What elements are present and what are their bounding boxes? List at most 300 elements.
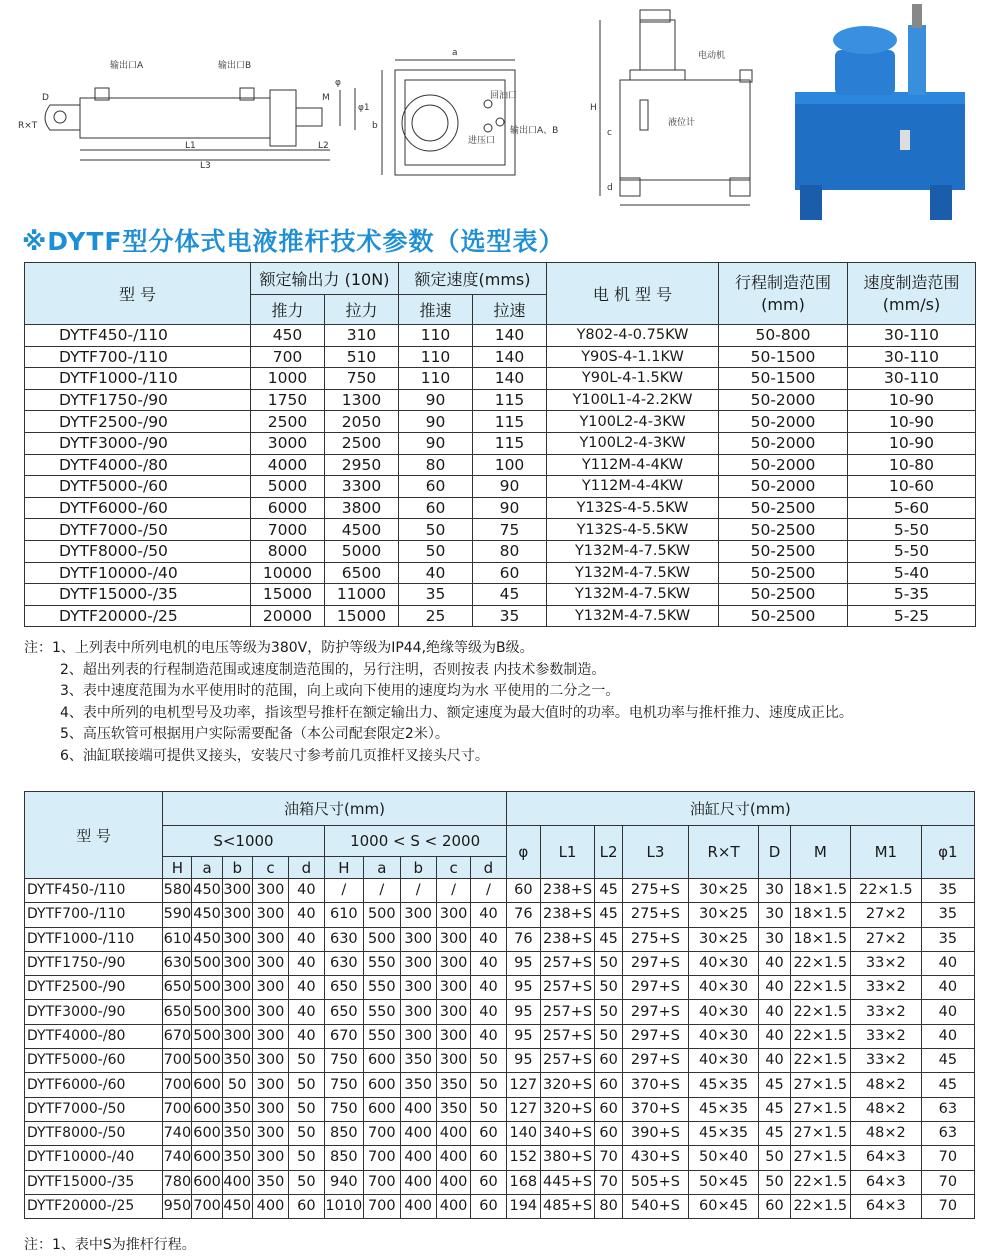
spec-cell: 60 xyxy=(399,497,473,519)
dims-cell: 257+S xyxy=(540,1000,594,1024)
dims-cell: 33×2 xyxy=(850,1024,921,1048)
drawing-label-b: b xyxy=(372,121,378,131)
spec-table-body xyxy=(25,325,976,627)
dims-cell: 95 xyxy=(506,976,540,1000)
spec-cell: 3000 xyxy=(251,432,325,454)
spec-cell: Y132S-4-5.5KW xyxy=(547,519,719,541)
dims-cell: 50 xyxy=(222,1073,252,1097)
spec-cell: 35 xyxy=(473,605,547,627)
spec-cell: 15000 xyxy=(325,605,399,627)
dims-cell: 70 xyxy=(921,1170,974,1194)
dims-cell: 450 xyxy=(192,879,222,903)
dims-cell: 780 xyxy=(163,1170,192,1194)
dims-cell: 45 xyxy=(759,1097,790,1121)
spec-cell: 6000 xyxy=(251,497,325,519)
drawing-label-phi1: φ1 xyxy=(358,103,370,113)
dims-cell: 610 xyxy=(163,927,192,951)
spec-header-pull-speed: 拉速 xyxy=(473,295,547,325)
spec-row xyxy=(25,346,976,368)
product-photo xyxy=(795,4,965,220)
dims-cell: 380+S xyxy=(540,1146,594,1170)
dims-cell: 275+S xyxy=(623,879,689,903)
dims-cell: 40×30 xyxy=(688,1000,759,1024)
dims-cell: 350 xyxy=(222,1049,252,1073)
spec-cell: 11000 xyxy=(325,584,399,606)
dims-row xyxy=(25,976,975,1000)
dims-cell: 60 xyxy=(595,1049,623,1073)
dims-cell: 850 xyxy=(324,1146,364,1170)
dims-cell: 300 xyxy=(222,879,252,903)
spec-cell: 50-2500 xyxy=(719,540,848,562)
spec-cell: Y132S-4-5.5KW xyxy=(547,497,719,519)
dims-cell: 95 xyxy=(506,951,540,975)
dims-cell: 50 xyxy=(289,1097,324,1121)
spec-cell: 50-2000 xyxy=(719,432,848,454)
spec-cell: 750 xyxy=(325,368,399,390)
spec-cell: 5000 xyxy=(325,540,399,562)
dims-cell: 300 xyxy=(400,927,436,951)
spec-cell: 50 xyxy=(399,540,473,562)
dims-cell: 400 xyxy=(222,1170,252,1194)
dims-cell: 45 xyxy=(595,927,623,951)
dims-cell: 350 xyxy=(252,1170,288,1194)
spec-cell: 80 xyxy=(399,454,473,476)
spec-header-speed-range: 速度制造范围(mm/s) xyxy=(848,263,976,325)
dims-cell: 300 xyxy=(400,1000,436,1024)
dims-cell: 400 xyxy=(400,1097,436,1121)
dims-cell: 297+S xyxy=(623,976,689,1000)
dims-row xyxy=(25,1146,975,1170)
dims-row xyxy=(25,1097,975,1121)
spec-row xyxy=(25,584,976,606)
dims-row xyxy=(25,1170,975,1194)
spec-cell: Y100L2-4-3KW xyxy=(547,432,719,454)
dims-cell: 45 xyxy=(595,903,623,927)
dims-cell: 22×1.5 xyxy=(790,976,850,1000)
dims-cell: 40×30 xyxy=(688,1049,759,1073)
dims-cell: 550 xyxy=(364,1000,400,1024)
dims-sub-header: a xyxy=(192,857,222,879)
dims-cell: 27×1.5 xyxy=(790,1097,850,1121)
dims-cell: 300 xyxy=(436,1000,470,1024)
dims-cell: 40 xyxy=(921,951,974,975)
spec-cell: 510 xyxy=(325,346,399,368)
dims-header-col: D xyxy=(759,826,790,879)
dims-cell: 600 xyxy=(192,1170,222,1194)
dims-cell: 35 xyxy=(921,879,974,903)
cylinder-drawing xyxy=(45,88,355,160)
dims-cell: 300 xyxy=(436,951,470,975)
spec-cell: 2950 xyxy=(325,454,399,476)
dims-cell: 700 xyxy=(163,1049,192,1073)
dimension-table-body xyxy=(25,879,975,1219)
dims-cell: 45×35 xyxy=(688,1073,759,1097)
dims-cell: 35 xyxy=(921,903,974,927)
dims-header-col: M1 xyxy=(850,826,921,879)
model-cell: DYTF2500-/90 xyxy=(25,976,163,1000)
spec-cell: 75 xyxy=(473,519,547,541)
spec-cell: 90 xyxy=(473,476,547,498)
dims-cell: 540+S xyxy=(623,1194,689,1218)
model-cell: DYTF10000-/40 xyxy=(25,562,251,584)
dims-cell: 700 xyxy=(364,1170,400,1194)
spec-cell: 5-35 xyxy=(848,584,976,606)
dims-cell: 70 xyxy=(595,1146,623,1170)
dims-header-col: L2 xyxy=(595,826,623,879)
pump-unit-drawing xyxy=(600,10,752,205)
dims-cell: 300 xyxy=(252,1000,288,1024)
model-cell: DYTF6000-/60 xyxy=(25,1073,163,1097)
drawing-label-d: d xyxy=(607,183,613,193)
dims-cell: 27×1.5 xyxy=(790,1146,850,1170)
model-cell: DYTF1750-/90 xyxy=(25,389,251,411)
drawing-label-pressure-port: 进压口 xyxy=(468,136,496,146)
dims-cell: 450 xyxy=(192,927,222,951)
dims-cell: 40 xyxy=(289,879,324,903)
dims-cell: 500 xyxy=(192,951,222,975)
dims-cell: 60 xyxy=(471,1121,506,1145)
spec-cell: 2500 xyxy=(251,411,325,433)
dims-cell: 300 xyxy=(436,903,470,927)
spec-cell: 5-50 xyxy=(848,519,976,541)
dims-sub-header: H xyxy=(163,857,192,879)
dims-cell: 50 xyxy=(595,976,623,1000)
model-cell: DYTF450-/110 xyxy=(25,879,163,903)
spec-cell: 50-1500 xyxy=(719,368,848,390)
spec-header-speed: 额定速度(mms) xyxy=(399,263,547,295)
dims-cell: 750 xyxy=(324,1073,364,1097)
dims-cell: 550 xyxy=(364,976,400,1000)
dims-cell: 257+S xyxy=(540,951,594,975)
dims-header-col: M xyxy=(790,826,850,879)
dims-cell: 63 xyxy=(921,1097,974,1121)
dims-cell: 40×30 xyxy=(688,951,759,975)
dims-cell: 500 xyxy=(192,976,222,1000)
dims-cell: 320+S xyxy=(540,1097,594,1121)
spec-cell: Y112M-4-4KW xyxy=(547,476,719,498)
model-cell: DYTF1000-/110 xyxy=(25,927,163,951)
dims-cell: 700 xyxy=(192,1194,222,1218)
drawing-label-RxT: R×T xyxy=(18,121,38,131)
dims-cell: 340+S xyxy=(540,1121,594,1145)
dims-cell: 370+S xyxy=(623,1073,689,1097)
dims-cell: 22×1.5 xyxy=(790,1170,850,1194)
dims-cell: 400 xyxy=(436,1170,470,1194)
dims-cell: 40 xyxy=(471,951,506,975)
model-cell: DYTF3000-/90 xyxy=(25,432,251,454)
dims-cell: 950 xyxy=(163,1194,192,1218)
drawing-label-L1: L1 xyxy=(185,141,196,151)
dims-cell: 194 xyxy=(506,1194,540,1218)
dims-cell: 22×1.5 xyxy=(790,951,850,975)
dims-cell: 22×1.5 xyxy=(790,1024,850,1048)
dims-row xyxy=(25,1121,975,1145)
spec-cell: 700 xyxy=(251,346,325,368)
dims-cell: 70 xyxy=(595,1170,623,1194)
dims-cell: 60 xyxy=(595,1073,623,1097)
dims-cell: 750 xyxy=(324,1097,364,1121)
spec-cell: 2050 xyxy=(325,411,399,433)
dims-header-col: φ1 xyxy=(921,826,974,879)
dims-cell: 750 xyxy=(324,1049,364,1073)
dims-header-col: L3 xyxy=(623,826,689,879)
dims-cell: 450 xyxy=(222,1194,252,1218)
dims-cell: 18×1.5 xyxy=(790,879,850,903)
dims-cell: 60 xyxy=(289,1194,324,1218)
dims-cell: 257+S xyxy=(540,1024,594,1048)
dims-cell: 33×2 xyxy=(850,1000,921,1024)
dims-sub-header: c xyxy=(252,857,288,879)
dims-cell: 140 xyxy=(506,1121,540,1145)
spec-cell: 140 xyxy=(473,346,547,368)
dims-cell: 300 xyxy=(252,927,288,951)
dims-cell: 40×30 xyxy=(688,976,759,1000)
dims-cell: 350 xyxy=(436,1097,470,1121)
dims-cell: / xyxy=(471,879,506,903)
dims-cell: 300 xyxy=(252,1049,288,1073)
spec-cell: Y132M-4-7.5KW xyxy=(547,584,719,606)
drawing-label-a: a xyxy=(452,48,458,58)
dims-cell: 670 xyxy=(324,1024,364,1048)
dims-cell: 297+S xyxy=(623,951,689,975)
drawing-label-ports-ab: 输出口A、B xyxy=(510,126,559,136)
dims-row xyxy=(25,951,975,975)
dims-cell: 95 xyxy=(506,1000,540,1024)
dims-cell: 550 xyxy=(364,951,400,975)
dims-sub-header: d xyxy=(289,857,324,879)
note-line: 2、超出列表的行程制造范围或速度制造范围的，另行注明，否则按表 内技术参数制造。 xyxy=(60,661,606,678)
dims-cell: 300 xyxy=(252,879,288,903)
dims-cell: 50 xyxy=(759,1170,790,1194)
spec-cell: 140 xyxy=(473,325,547,347)
drawing-label-level-gauge: 液位计 xyxy=(668,118,696,128)
dims-cell: 40 xyxy=(471,1024,506,1048)
spec-cell: 1300 xyxy=(325,389,399,411)
spec-cell: 5-40 xyxy=(848,562,976,584)
spec-cell: 50-2500 xyxy=(719,584,848,606)
dims-cell: 60 xyxy=(471,1194,506,1218)
spec-row xyxy=(25,562,976,584)
drawing-label-L2: L2 xyxy=(318,141,329,151)
dims-cell: 50×40 xyxy=(688,1146,759,1170)
dims-cell: 80 xyxy=(595,1194,623,1218)
dims-cell: 40 xyxy=(289,927,324,951)
dims-cell: 630 xyxy=(324,927,364,951)
spec-cell: 450 xyxy=(251,325,325,347)
model-cell: DYTF450-/110 xyxy=(25,325,251,347)
dims-cell: 390+S xyxy=(623,1121,689,1145)
dims-cell: 670 xyxy=(163,1024,192,1048)
spec-cell: 50-2000 xyxy=(719,454,848,476)
dims-cell: 45×35 xyxy=(688,1097,759,1121)
spec-cell: 40 xyxy=(399,562,473,584)
spec-cell: 90 xyxy=(399,411,473,433)
spec-row xyxy=(25,411,976,433)
dims-cell: / xyxy=(436,879,470,903)
dims-cell: 40 xyxy=(759,976,790,1000)
model-cell: DYTF7000-/50 xyxy=(25,519,251,541)
dims-cell: 40 xyxy=(921,1000,974,1024)
dims-cell: 45 xyxy=(595,879,623,903)
dims-cell: 40 xyxy=(471,976,506,1000)
dims-cell: 27×1.5 xyxy=(790,1121,850,1145)
spec-row xyxy=(25,368,976,390)
dims-cell: 257+S xyxy=(540,976,594,1000)
dims-sub-header: d xyxy=(471,857,506,879)
spec-cell: 3800 xyxy=(325,497,399,519)
dims-cell: 45 xyxy=(921,1049,974,1073)
spec-row xyxy=(25,605,976,627)
dims-cell: 64×3 xyxy=(850,1194,921,1218)
spec-cell: 60 xyxy=(473,562,547,584)
dims-cell: 450 xyxy=(192,903,222,927)
dims-cell: 238+S xyxy=(540,927,594,951)
spec-cell: 30-110 xyxy=(848,346,976,368)
dims-sub-header: b xyxy=(400,857,436,879)
dims-cell: 650 xyxy=(163,976,192,1000)
spec-cell: 15000 xyxy=(251,584,325,606)
dims-cell: 64×3 xyxy=(850,1170,921,1194)
model-cell: DYTF8000-/50 xyxy=(25,540,251,562)
model-cell: DYTF4000-/80 xyxy=(25,1024,163,1048)
dims-cell: 27×1.5 xyxy=(790,1073,850,1097)
dims-cell: 650 xyxy=(324,976,364,1000)
spec-cell: 110 xyxy=(399,346,473,368)
dims-cell: 70 xyxy=(921,1194,974,1218)
spec-cell: 10000 xyxy=(251,562,325,584)
dims-cell: 1010 xyxy=(324,1194,364,1218)
drawing-label-L3: L3 xyxy=(200,161,211,171)
dims-cell: 50 xyxy=(289,1170,324,1194)
dims-cell: 400 xyxy=(436,1194,470,1218)
spec-cell: 10-60 xyxy=(848,476,976,498)
spec-cell: 25 xyxy=(399,605,473,627)
spec-cell: 50-2500 xyxy=(719,562,848,584)
spec-cell: 50-2500 xyxy=(719,519,848,541)
dims-cell: 300 xyxy=(436,976,470,1000)
spec-cell: 90 xyxy=(399,432,473,454)
note-line: 5、高压软管可根据用户实际需要配备（本公司配套限定2米）。 xyxy=(60,726,449,743)
dims-cell: 40×30 xyxy=(688,1024,759,1048)
notes xyxy=(24,638,984,768)
spec-cell: 30-110 xyxy=(848,368,976,390)
dims-cell: 30×25 xyxy=(688,927,759,951)
dims-cell: 500 xyxy=(192,1024,222,1048)
spec-header-push-speed: 推速 xyxy=(399,295,473,325)
dims-cell: 35 xyxy=(921,927,974,951)
dims-cell: 40 xyxy=(921,1024,974,1048)
dims-header-col: φ xyxy=(506,826,540,879)
dims-cell: 300 xyxy=(222,951,252,975)
technical-drawings xyxy=(0,0,1000,222)
model-cell: DYTF3000-/90 xyxy=(25,1000,163,1024)
dims-cell: 40 xyxy=(921,976,974,1000)
spec-header-model: 型 号 xyxy=(25,263,251,325)
dims-cell: 400 xyxy=(436,1121,470,1145)
spec-cell: 4000 xyxy=(251,454,325,476)
dims-cell: 60 xyxy=(471,1146,506,1170)
model-cell: DYTF7000-/50 xyxy=(25,1097,163,1121)
dims-cell: 350 xyxy=(222,1146,252,1170)
dims-cell: 30 xyxy=(759,927,790,951)
dims-cell: 40 xyxy=(759,1024,790,1048)
spec-cell: 10-80 xyxy=(848,454,976,476)
dims-row xyxy=(25,927,975,951)
spec-header-motor: 电 机 型 号 xyxy=(547,263,719,325)
dims-cell: 50 xyxy=(595,951,623,975)
spec-cell: 5-60 xyxy=(848,497,976,519)
note-line: 6、油缸联接端可提供叉接头，安装尺寸参考前几页推杆叉接头尺寸。 xyxy=(60,747,489,764)
spec-cell: 2500 xyxy=(325,432,399,454)
spec-cell: Y100L2-4-3KW xyxy=(547,411,719,433)
spec-cell: 4500 xyxy=(325,519,399,541)
dims-cell: 50 xyxy=(471,1097,506,1121)
dims-cell: 64×3 xyxy=(850,1146,921,1170)
dims-cell: 30×25 xyxy=(688,879,759,903)
dims-cell: 45×35 xyxy=(688,1121,759,1145)
dims-cell: 60 xyxy=(471,1170,506,1194)
dims-cell: 505+S xyxy=(623,1170,689,1194)
dims-cell: 300 xyxy=(252,1097,288,1121)
spec-row xyxy=(25,432,976,454)
dims-row xyxy=(25,1073,975,1097)
dims-cell: 40 xyxy=(471,903,506,927)
dims-cell: 152 xyxy=(506,1146,540,1170)
spec-cell: 5-25 xyxy=(848,605,976,627)
dims-cell: 238+S xyxy=(540,903,594,927)
dims-cell: 238+S xyxy=(540,879,594,903)
dims-cell: 30 xyxy=(759,879,790,903)
dims-cell: 370+S xyxy=(623,1097,689,1121)
dims-header-s-small: S<1000 xyxy=(163,826,324,857)
spec-cell: 50-800 xyxy=(719,325,848,347)
model-cell: DYTF2500-/90 xyxy=(25,411,251,433)
dims-cell: 300 xyxy=(400,1024,436,1048)
spec-cell: 5000 xyxy=(251,476,325,498)
dims-row xyxy=(25,1049,975,1073)
dims-cell: 40 xyxy=(759,1049,790,1073)
dims-cell: 22×1.5 xyxy=(790,1049,850,1073)
spec-cell: 10-90 xyxy=(848,432,976,454)
spec-cell: 140 xyxy=(473,368,547,390)
dims-cell: 257+S xyxy=(540,1049,594,1073)
spec-cell: 50-2000 xyxy=(719,476,848,498)
dims-row xyxy=(25,1024,975,1048)
spec-table xyxy=(24,262,976,627)
dims-cell: 300 xyxy=(252,1024,288,1048)
dims-cell: 300 xyxy=(222,976,252,1000)
dims-cell: 76 xyxy=(506,903,540,927)
spec-cell: Y132M-4-7.5KW xyxy=(547,540,719,562)
spec-cell: Y132M-4-7.5KW xyxy=(547,605,719,627)
drawing-label-return-port: 回油口 xyxy=(490,91,518,101)
dims-cell: 63 xyxy=(921,1121,974,1145)
spec-cell: 30-110 xyxy=(848,325,976,347)
dims-cell: 350 xyxy=(222,1121,252,1145)
dims-cell: 650 xyxy=(163,1000,192,1024)
model-cell: DYTF1000-/110 xyxy=(25,368,251,390)
dims-cell: 76 xyxy=(506,927,540,951)
dims-cell: 400 xyxy=(400,1194,436,1218)
dims-cell: 300 xyxy=(436,1049,470,1073)
model-cell: DYTF5000-/60 xyxy=(25,476,251,498)
dims-cell: 60 xyxy=(759,1194,790,1218)
note-line: 注：1、上列表中所列电机的电压等级为380V，防护等级为IP44,绝缘等级为B级。 xyxy=(24,640,534,656)
model-cell: DYTF15000-/35 xyxy=(25,584,251,606)
spec-cell: 3300 xyxy=(325,476,399,498)
spec-cell: Y112M-4-4KW xyxy=(547,454,719,476)
dims-cell: 350 xyxy=(400,1049,436,1073)
